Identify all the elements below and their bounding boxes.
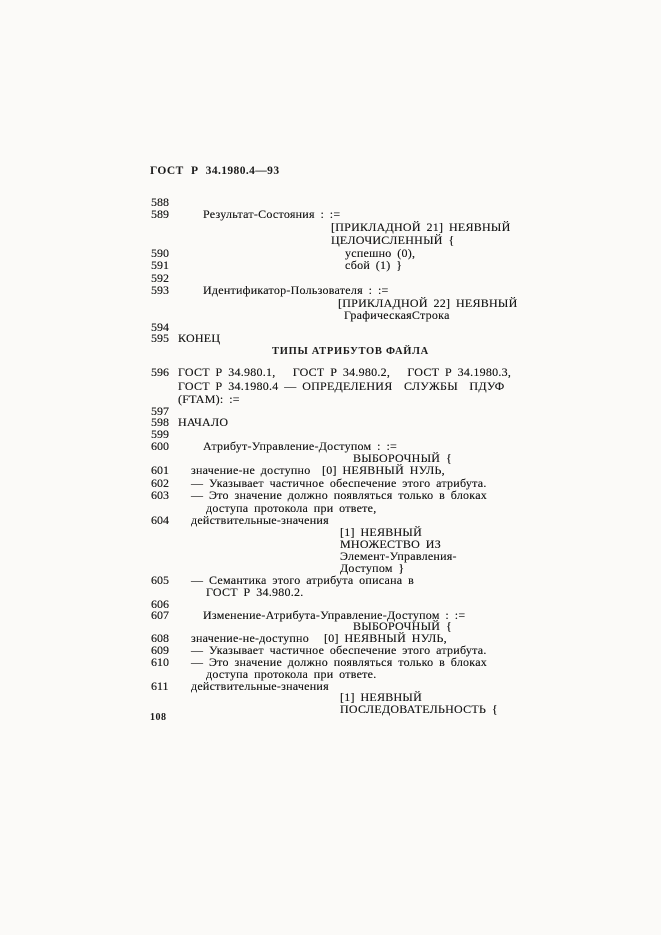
listing-row bbox=[0, 366, 661, 379]
line-number: 608 bbox=[151, 631, 169, 645]
listing-text: сбой (1) } bbox=[345, 258, 403, 272]
listing-text: — Указывает частичное обеспечение этого атрибута. bbox=[191, 643, 487, 657]
line-number: 601 bbox=[151, 463, 169, 477]
listing-text: — Это значение должно появляться только в блоках bbox=[191, 488, 488, 502]
listing-row bbox=[0, 332, 661, 345]
line-number: 603 bbox=[151, 488, 169, 502]
line-number: 602 bbox=[151, 476, 169, 490]
listing-text: [0] НЕЯВНЫЙ НУЛЬ, bbox=[324, 631, 447, 645]
line-number: 610 bbox=[151, 655, 169, 669]
listing-text: ГОСТ Р 34.980.1, ГОСТ Р 34.980.2, ГОСТ Р 34.1980.3, bbox=[178, 365, 512, 379]
listing-text: ВЫБОРОЧНЫЙ { bbox=[353, 619, 452, 633]
line-number: 600 bbox=[151, 439, 169, 453]
listing-text: Изменение-Атрибута-Управление-Доступом : := bbox=[203, 608, 466, 622]
listing-text: ГОСТ Р 34.980.2. bbox=[206, 585, 304, 599]
listing-text: — Это значение должно появляться только в блоках bbox=[191, 655, 488, 669]
listing-text: Доступом } bbox=[340, 561, 405, 575]
listing-text: НАЧАЛО bbox=[178, 415, 229, 429]
line-number: 590 bbox=[151, 246, 169, 260]
line-number: 609 bbox=[151, 643, 169, 657]
listing-text: [1] НЕЯВНЫЙ bbox=[340, 690, 423, 704]
listing-text: — Указывает частичное обеспечение этого атрибута. bbox=[191, 476, 487, 490]
listing-text: действительные-значения bbox=[191, 679, 329, 693]
line-number: 604 bbox=[151, 513, 169, 527]
section-heading: ТИПЫ АТРИБУТОВ ФАЙЛА bbox=[272, 346, 429, 357]
line-number: 599 bbox=[151, 427, 169, 441]
line-number: 595 bbox=[151, 331, 169, 345]
page-number: 108 bbox=[150, 712, 167, 723]
line-number: 593 bbox=[151, 283, 169, 297]
line-number: 597 bbox=[151, 404, 169, 418]
listing-text: Результат-Состояния : := bbox=[203, 207, 341, 221]
listing-text: значение-не доступно bbox=[191, 463, 311, 477]
line-number: 611 bbox=[151, 679, 169, 693]
line-number: 592 bbox=[151, 271, 169, 285]
line-number: 596 bbox=[151, 365, 169, 379]
listing-text: действительные-значения bbox=[191, 513, 329, 527]
listing-text: МНОЖЕСТВО ИЗ bbox=[340, 537, 441, 551]
listing-text: значение-не-доступно bbox=[191, 631, 309, 645]
line-number: 598 bbox=[151, 415, 169, 429]
listing-row bbox=[0, 259, 661, 272]
line-number: 606 bbox=[151, 597, 169, 611]
listing-row bbox=[0, 234, 661, 247]
listing-text: КОНЕЦ bbox=[178, 331, 221, 345]
line-number: 605 bbox=[151, 573, 169, 587]
line-number: 589 bbox=[151, 207, 169, 221]
listing-text: доступа протокола при ответе. bbox=[206, 667, 377, 681]
listing-text: [0] НЕЯВНЫЙ НУЛЬ, bbox=[322, 463, 445, 477]
listing-row bbox=[0, 284, 661, 297]
listing-text: — Семантика этого атрибута описана в bbox=[191, 573, 414, 587]
listing-text: Идентификатор-Пользователя : := bbox=[203, 283, 389, 297]
listing-row bbox=[0, 703, 661, 716]
listing-text: ЦЕЛОЧИСЛЕННЫЙ { bbox=[331, 233, 455, 247]
listing-text: (FTAM): := bbox=[178, 392, 240, 406]
listing-text: Атрибут-Управление-Доступом : := bbox=[203, 439, 398, 453]
line-number: 591 bbox=[151, 258, 169, 272]
listing-text: ВЫБОРОЧНЫЙ { bbox=[353, 451, 452, 465]
listing-text: Элемент-Управления- bbox=[340, 549, 457, 563]
listing-text: [ПРИКЛАДНОЙ 22] НЕЯВНЫЙ bbox=[338, 296, 518, 310]
line-number: 594 bbox=[151, 320, 169, 334]
listing-text: [1] НЕЯВНЫЙ bbox=[340, 525, 423, 539]
listing-text: доступа протокола при ответе, bbox=[206, 501, 377, 515]
listing-text: ГОСТ Р 34.1980.4 — ОПРЕДЕЛЕНИЯ СЛУЖБЫ ПДУФ bbox=[178, 379, 505, 393]
listing-text: ГрафическаяСтрока bbox=[344, 308, 450, 322]
listing-text: [ПРИКЛАДНОЙ 21] НЕЯВНЫЙ bbox=[331, 220, 511, 234]
line-number: 607 bbox=[151, 608, 169, 622]
listing-row bbox=[0, 380, 661, 393]
listing-text: ПОСЛЕДОВАТЕЛЬНОСТЬ { bbox=[340, 702, 498, 716]
listing-text: успешно (0), bbox=[345, 246, 416, 260]
standard-number-header: ГОСТ Р 34.1980.4—93 bbox=[150, 165, 280, 177]
line-number: 588 bbox=[151, 195, 169, 209]
